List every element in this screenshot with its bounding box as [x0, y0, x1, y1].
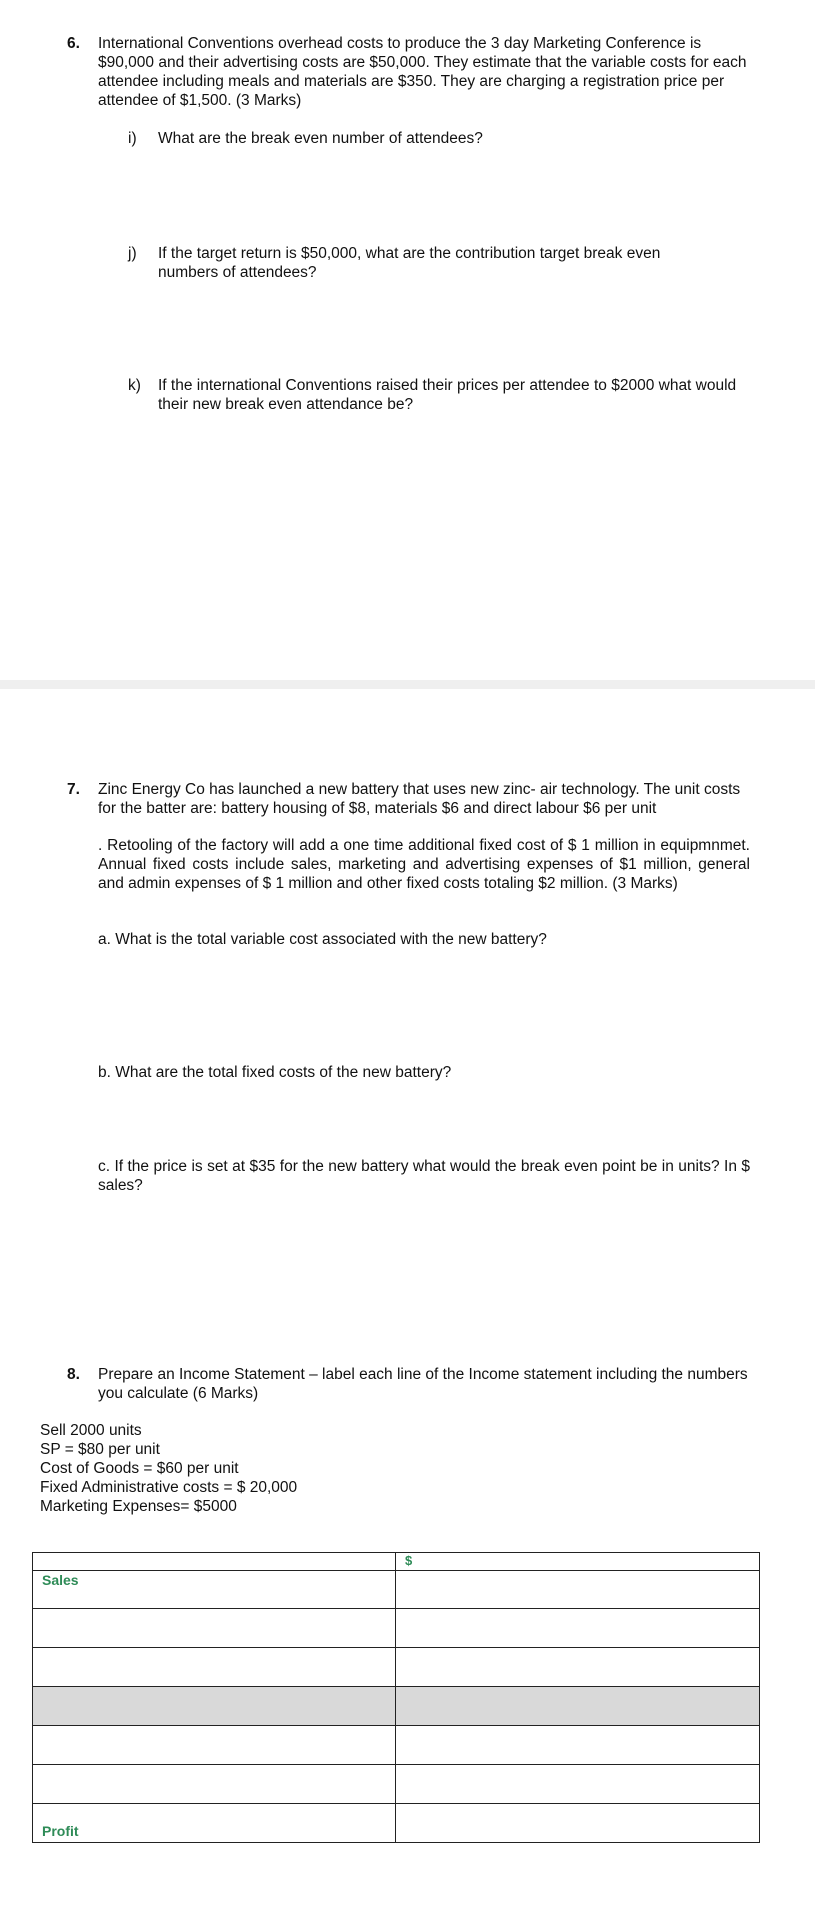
row-label-profit: Profit — [33, 1804, 396, 1843]
row-label-cell[interactable] — [33, 1726, 396, 1765]
row-label-sales: Sales — [33, 1571, 396, 1609]
table-row — [33, 1609, 760, 1648]
q6-text: International Conventions overhead costs to produce the 3 day Marketing Conference is $90,000 and their advertising costs are $50,000. They estimate that the variable costs for each attendee including meals and materials are $350. They are charging a registration price per attendee of $1,500. (3 Marks) — [98, 35, 747, 109]
table-row — [33, 1765, 760, 1804]
q6-part-k-label: k) — [128, 377, 141, 394]
q7-part-c: c. If the price is set at $35 for the new battery what would the break even point be in units? In $ sales? — [98, 1158, 750, 1194]
row-label-cell[interactable] — [33, 1609, 396, 1648]
row-value-cell[interactable] — [396, 1609, 760, 1648]
row-label-cell[interactable] — [33, 1765, 396, 1804]
row-label-cell[interactable] — [33, 1648, 396, 1687]
row-value-cell[interactable] — [396, 1765, 760, 1804]
q7-text2: . Retooling of the factory will add a one time additional fixed cost of $ 1 million in equipmnmet. Annual fixed costs include sales, marketing and advertising expenses of $1 million, general and admin expenses of $ 1 million and other fixed costs totaling $2 million. (3 Marks) — [98, 837, 750, 892]
given-line: Sell 2000 units — [40, 1422, 142, 1439]
table-row-shaded — [33, 1687, 760, 1726]
page-divider — [0, 680, 815, 689]
header-label-cell — [33, 1553, 396, 1571]
given-line: SP = $80 per unit — [40, 1441, 160, 1458]
q6-part-j-text: If the target return is $50,000, what are the contribution target break even numbers of attendees? — [158, 245, 661, 281]
q8-number: 8. — [67, 1366, 80, 1383]
q8-text: Prepare an Income Statement – label each line of the Income statement including the numbers you calculate (6 Marks) — [98, 1366, 748, 1402]
given-line: Marketing Expenses= $5000 — [40, 1498, 237, 1515]
table-row — [33, 1726, 760, 1765]
row-value-cell[interactable] — [396, 1687, 760, 1726]
row-value-cell[interactable] — [396, 1726, 760, 1765]
table-row — [33, 1571, 760, 1609]
q6-part-j-label: j) — [128, 245, 137, 262]
table-header-row — [33, 1553, 760, 1571]
q7-part-a: a. What is the total variable cost associated with the new battery? — [98, 931, 547, 948]
q6-number: 6. — [67, 35, 80, 52]
given-line: Fixed Administrative costs = $ 20,000 — [40, 1479, 298, 1496]
row-value-cell[interactable] — [396, 1648, 760, 1687]
given-line: Cost of Goods = $60 per unit — [40, 1460, 239, 1477]
table-row — [33, 1648, 760, 1687]
q7-number: 7. — [67, 781, 80, 798]
q7-text: Zinc Energy Co has launched a new battery that uses new zinc- air technology. The unit costs for the batter are: battery housing of $8, materials $6 and direct labour $6 per unit — [98, 781, 741, 817]
header-dollar-cell: $ — [396, 1553, 760, 1571]
income-statement-table — [32, 1552, 760, 1843]
q7-part-b: b. What are the total fixed costs of the new battery? — [98, 1064, 452, 1081]
q6-part-k-text: If the international Conventions raised their prices per attendee to $2000 what would their new break even attendance be? — [158, 377, 737, 413]
row-value-cell[interactable] — [396, 1571, 760, 1609]
q8-givens — [40, 1421, 440, 1516]
q6-part-i-label: i) — [128, 130, 137, 147]
row-value-cell[interactable] — [396, 1804, 760, 1843]
q6-part-i-text: What are the break even number of attendees? — [158, 130, 483, 147]
table-row — [33, 1804, 760, 1843]
row-label-cell[interactable] — [33, 1687, 396, 1726]
